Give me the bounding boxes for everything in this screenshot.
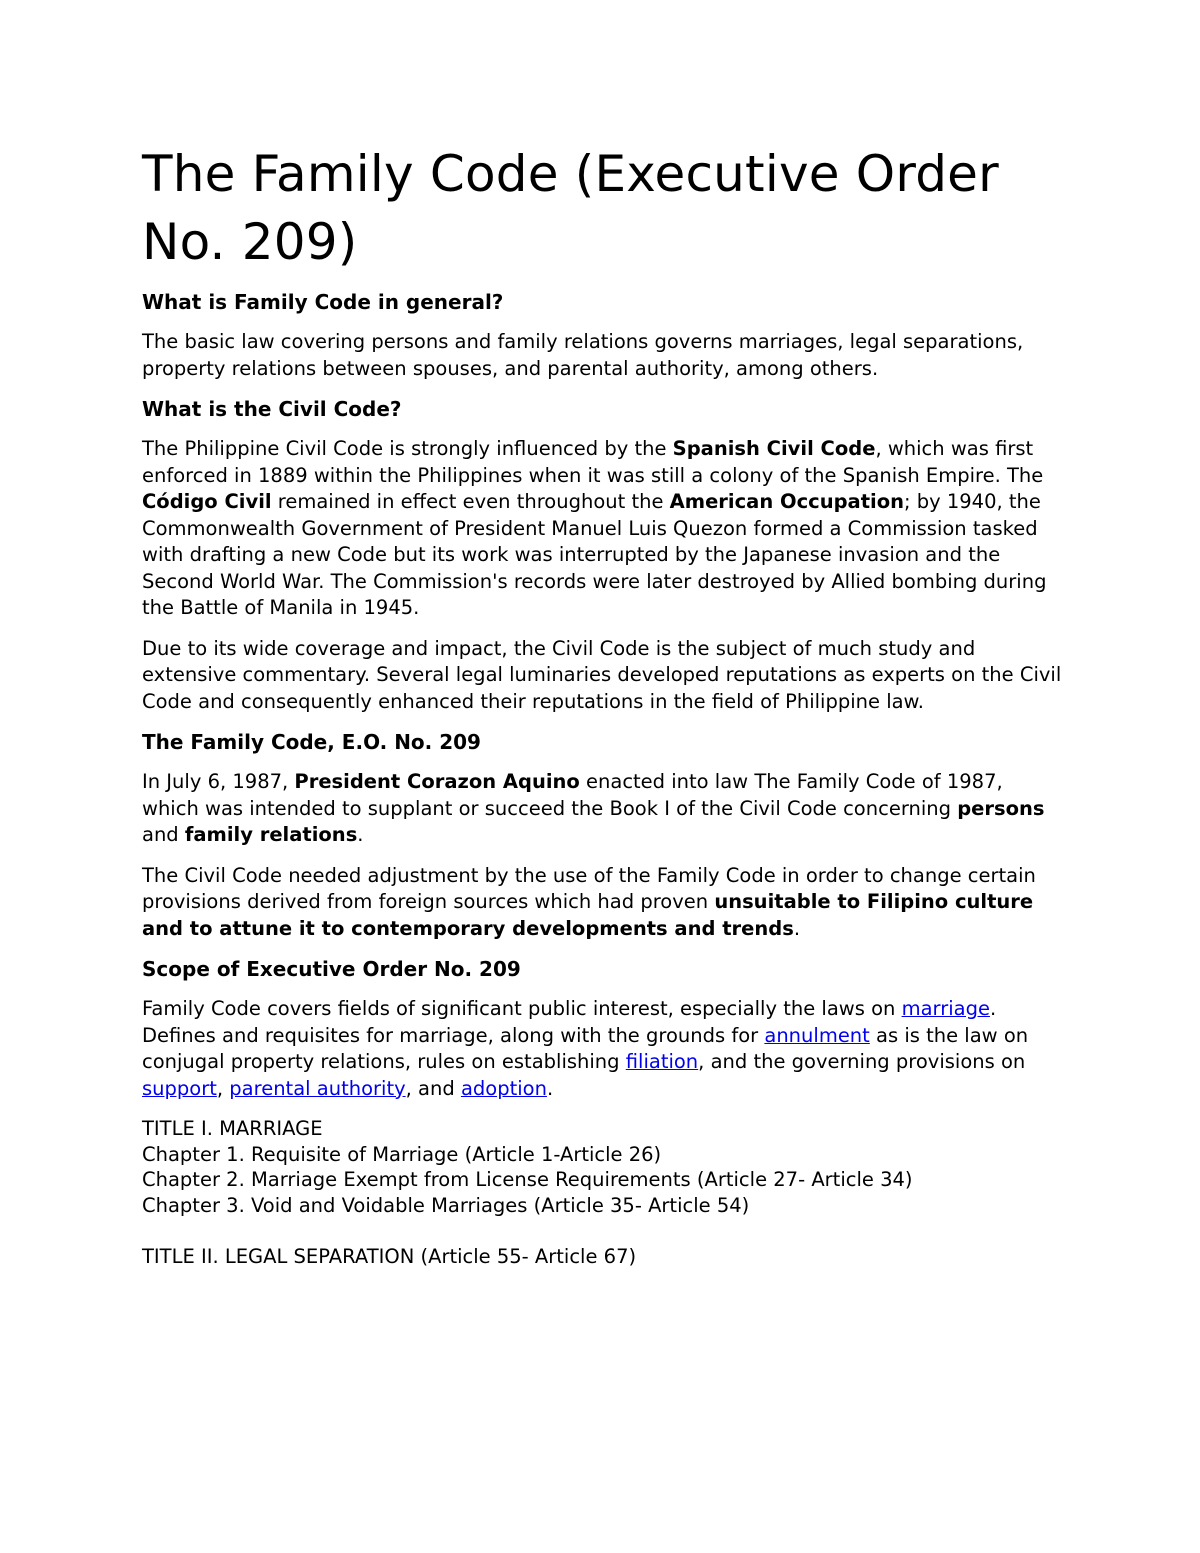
heading-eo-209: The Family Code, E.O. No. 209 <box>142 730 481 754</box>
heading-civil-code: What is the Civil Code? <box>142 397 402 421</box>
document-page <box>142 140 1062 1270</box>
toc-chapter-3: Chapter 3. Void and Voidable Marriages (Article 35- Article 54) <box>142 1193 750 1217</box>
link-support[interactable]: support <box>142 1076 217 1100</box>
document-title: The Family Code (Executive Order No. 209) <box>142 145 999 271</box>
paragraph-eo-enactment <box>142 769 1062 849</box>
link-annulment[interactable]: annulment <box>764 1023 870 1047</box>
bold-codigo-civil: Código Civil <box>142 490 272 513</box>
text: and <box>142 823 185 846</box>
bold-family-relations: family relations <box>184 823 358 846</box>
bold-persons: persons <box>957 796 1045 820</box>
text: Family Code covers fields of significant public interest, especially the laws on <box>142 997 902 1020</box>
text: . <box>793 916 801 940</box>
paragraph-civil-code-history <box>142 436 1062 622</box>
bold-president-aquino: President Corazon Aquino <box>294 770 580 793</box>
table-of-contents <box>142 1116 1062 1218</box>
link-filiation[interactable]: filiation <box>625 1050 699 1073</box>
toc-title-marriage: TITLE I. MARRIAGE <box>142 1117 323 1140</box>
text: TITLE II. LEGAL SEPARATION <box>142 1245 415 1268</box>
paragraph-family-code-general: The basic law covering persons and family relations governs marriages, legal separations, property relations between spouses, and parental authority, among others. <box>142 330 1024 380</box>
bold-spanish-civil-code: Spanish Civil Code <box>672 437 876 460</box>
text: The Philippine Civil Code is strongly influenced by the <box>142 437 673 460</box>
paragraph-eo-adjustment <box>142 863 1062 943</box>
link-marriage[interactable]: marriage <box>901 997 990 1020</box>
toc-chapter-2: Chapter 2. Marriage Exempt from License Requirements (Article 27- Article 34) <box>142 1168 913 1191</box>
text: . <box>357 823 364 846</box>
text: , and the governing provisions on <box>698 1050 1026 1073</box>
link-adoption[interactable]: adoption <box>460 1076 547 1100</box>
text: In July 6, 1987, <box>142 770 295 793</box>
text: (Article 55- Article 67) <box>414 1245 637 1268</box>
toc-chapter-1: Chapter 1. Requisite of Marriage (Article 1-Article 26) <box>142 1142 662 1166</box>
text: , and <box>405 1076 461 1100</box>
link-parental-authority[interactable]: parental authority <box>229 1076 406 1100</box>
bold-american-occupation: American Occupation <box>669 490 904 513</box>
paragraph-civil-code-coverage: Due to its wide coverage and impact, the Civil Code is the subject of much study and extensive commentary. Several legal luminaries developed reputations as experts on the Civil Code and consequently enhanced their reputations in the field of Philippine law. <box>142 636 1062 713</box>
text: remained in effect even throughout the <box>271 490 670 513</box>
text: ; by 1940, the Commonwealth Government of President Manuel Luis Quezon formed a Commission tasked with drafting a new Code but its work was interrupted by the Japanese invasion and the Second World War. The Commission's records were later destroyed by Allied bombing during the Battle of Manila in 1945. <box>142 490 1047 619</box>
heading-scope: Scope of Executive Order No. 209 <box>142 957 521 981</box>
bold-unsuitable: unsuitable to Filipino culture and to attune it to contemporary developments and trends <box>142 890 1034 940</box>
heading-family-code-general: What is Family Code in general? <box>142 290 504 314</box>
text: . <box>546 1076 554 1100</box>
text: , which was first enforced in 1889 within the Philippines when it was still a colony of the Spanish Empire. The <box>142 437 1044 487</box>
text: . Defines and requisites for marriage, along with the grounds for <box>142 997 997 1047</box>
text: as is the law on conjugal property relations, rules on establishing <box>142 1023 1029 1073</box>
text: , <box>216 1076 230 1100</box>
paragraph-scope <box>142 996 1062 1102</box>
text: The Civil Code needed adjustment by the use of the Family Code in order to change certain provisions derived from foreign sources which had proven <box>142 863 1036 913</box>
text: enacted into law The Family Code of 1987, which was intended to supplant or succeed the Book I of the Civil Code concerning <box>142 770 1003 820</box>
toc-title-legal-separation <box>142 1244 1062 1270</box>
